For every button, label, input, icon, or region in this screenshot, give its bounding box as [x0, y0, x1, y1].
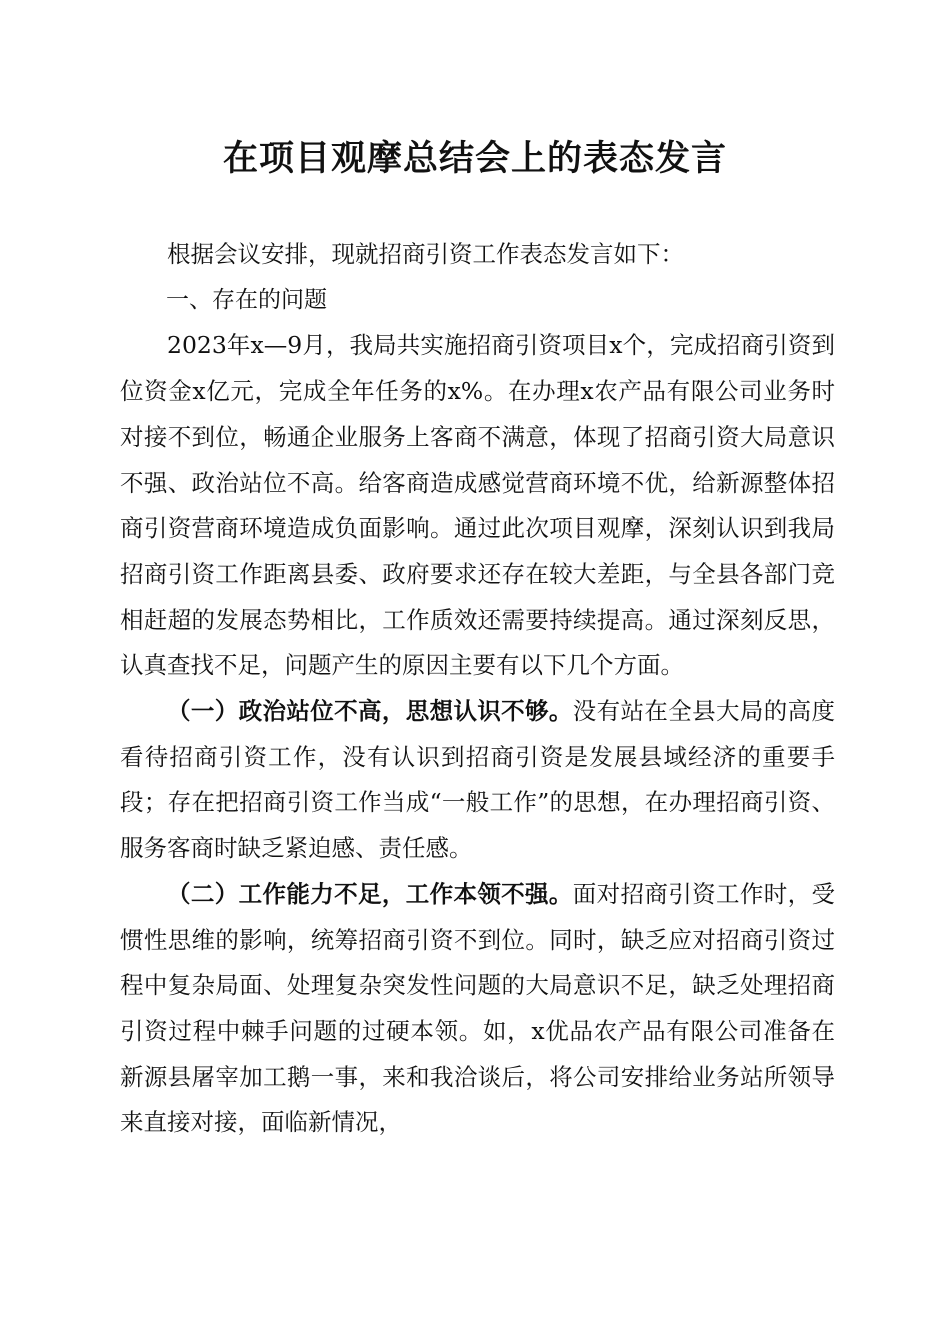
- point-two-lead: （二）工作能力不足，工作本领不强。: [167, 879, 573, 908]
- point-one-text: 没有站在全县大局的高度看待招商引资工作，没有认识到招商引资是发展县域经济的重要手段；存在把招商引资工作当成“一般工作”的思想，在办理招商引资、服务客商时缺乏紧迫感、责任感。: [120, 697, 836, 863]
- point-one-lead: （一）政治站位不高，思想认识不够。: [167, 697, 573, 726]
- problem-paragraph: 2023年x—9月，我局共实施招商引资项目x个，完成招商引资到位资金x亿元，完成全年任务的x%。在办理x农产品有限公司业务时对接不到位，畅通企业服务上客商不满意，体现了招商引资大局意识不强、政治站位不高。给客商造成感觉营商环境不优，给新源整体招商引资营商环境造成负面影响。通过此次项目观摩，深刻认识到我局招商引资工作距离县委、政府要求还存在较大差距，与全县各部门竞相赶超的发展态势相比，工作质效还需要持续提高。通过深刻反思，认真查找不足，问题产生的原因主要有以下几个方面。: [120, 331, 835, 680]
- point-two-text: 面对招商引资工作时，受惯性思维的影响，统筹招商引资不到位。同时，缺乏应对招商引资过程中复杂局面、处理复杂突发性问题的大局意识不足，缺乏处理招商引资过程中棘手问题的过硬本领。如，x优品农产品有限公司准备在新源县屠宰加工鹅一事，来和我洽谈后，将公司安排给业务站所领导来直接对接，面临新情况，: [120, 879, 836, 1137]
- point-one-paragraph: [120, 689, 835, 872]
- document-title: 在项目观摩总结会上的表态发言: [222, 138, 727, 179]
- document-body: [120, 232, 835, 1146]
- section-heading: 一、存在的问题: [166, 286, 327, 313]
- intro-paragraph: 根据会议安排，现就招商引资工作表态发言如下：: [167, 240, 684, 268]
- point-two-paragraph: [120, 872, 835, 1146]
